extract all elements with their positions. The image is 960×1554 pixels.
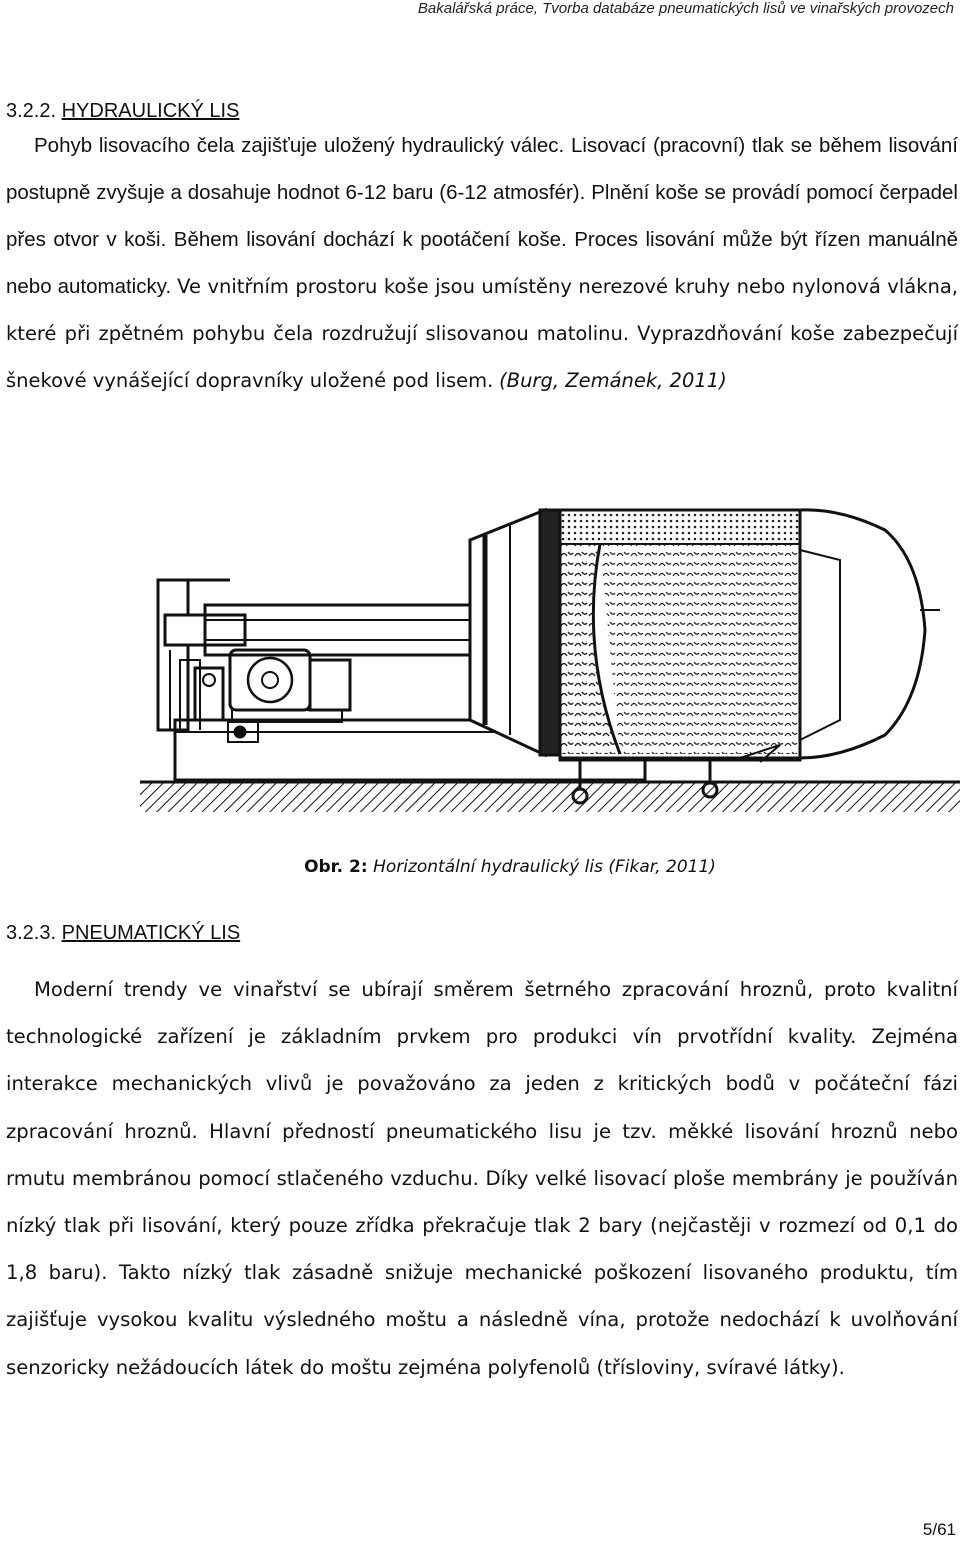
paragraph-hydraulic: [6, 122, 958, 404]
section-heading-pneumatic: [6, 922, 240, 945]
figure-caption-text: Horizontální hydraulický lis (Fikar, 2011): [373, 857, 716, 877]
figure-label: Obr. 2:: [304, 857, 368, 877]
hydraulic-press-drawing: [140, 500, 960, 840]
paragraph-text: Pohyb lisovacího čela zajišťuje uložený hydraulický válec. Lisovací (pracovní) tlak se během lisování postupně zvyšuje a dosahuje hodnot 6-12 baru (6-12 atmosfér). Plnění koše se provádí pomocí čerpadel přes otvor v koši. Během lisování dochází k pootáčení koše. Proces lisování může být řízen manuálně nebo automaticky.: [6, 134, 958, 298]
page-number: 5/61: [922, 1520, 956, 1539]
citation: (Burg, Zemánek, 2011): [499, 369, 727, 392]
running-header: Bakalářská práce, Tvorba databáze pneumatických lisů ve vinařských provozech: [417, 0, 954, 17]
section-heading-hydraulic: [6, 100, 239, 123]
section-number: 3.2.3.: [6, 922, 57, 944]
section-number: 3.2.2.: [6, 100, 57, 122]
section-title: PNEUMATICKÝ LIS: [61, 922, 241, 944]
paragraph-text-cont: Ve vnitřním prostoru koše jsou umístěny nerezové kruhy nebo nylonová vlákna, které při zpětném pohybu čela rozdružují slisovanou matolinu. Vyprazdňování koše zabezpečují šnekové vynášející dopravníky uložené pod lisem.: [6, 275, 958, 392]
paragraph-text: Moderní trendy ve vinařství se ubírají směrem šetrného zpracování hroznů, proto kvalitní technologické zařízení je základním prvkem pro produkci vín prvotřídní kvality. Zejména interakce mechanických vlivů je považováno za jeden z kritických bodů v počáteční fázi zpracování hroznů. Hlavní předností pneumatického lisu je tzv. měkké lisování hroznů nebo rmutu membránou pomocí stlačeného vzduchu. Díky velké lisovací ploše membrány je používán nízký tlak při lisování, který pouze zřídka překračuje tlak 2 bary (nejčastěji v rozmezí od 0,1 do 1,8 baru). Takto nízký tlak zásadně snižuje mechanické poškození lisovaného produktu, tím zajišťuje vysokou kvalitu výsledného moštu a následně vína, protože nedochází k uvolňování senzoricky nežádoucích látek do moštu zejména polyfenolů (třísloviny, svíravé látky).: [6, 978, 958, 1379]
section-title: HYDRAULICKÝ LIS: [61, 100, 240, 122]
paragraph-pneumatic: [6, 966, 958, 1391]
figure-caption: [0, 857, 960, 877]
